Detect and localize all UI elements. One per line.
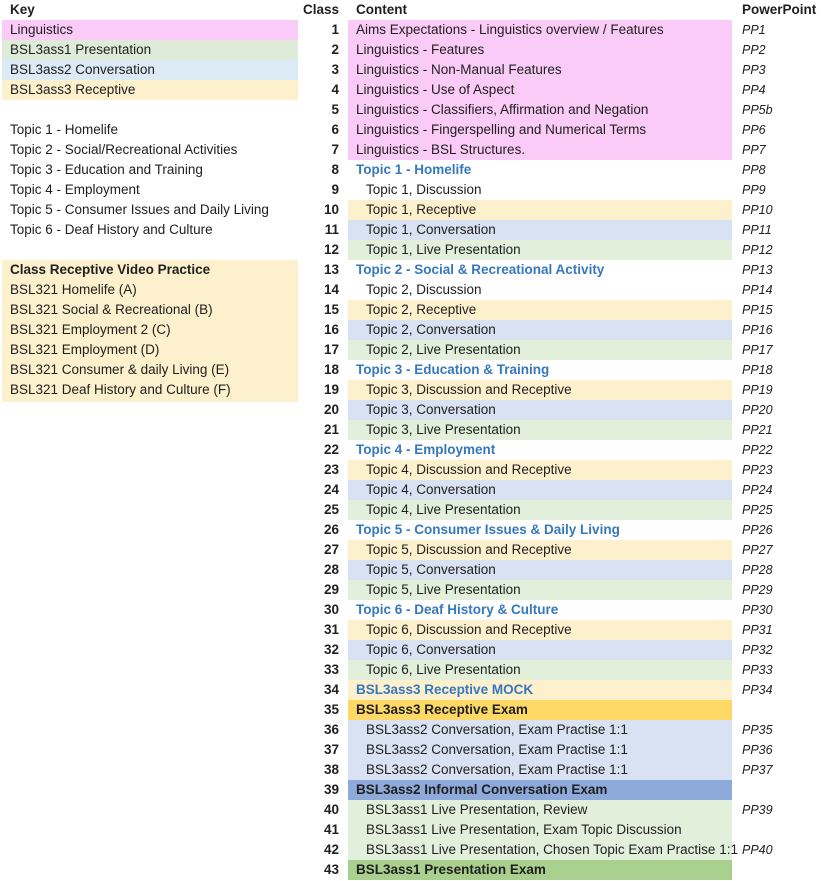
powerpoint-cell[interactable]: PP40 xyxy=(742,843,773,857)
key-item-topic[interactable]: Topic 6 - Deaf History and Culture xyxy=(10,222,213,237)
key-item-practice[interactable]: BSL321 Employment (D) xyxy=(10,342,160,357)
content-cell[interactable]: Topic 6 - Deaf History & Culture xyxy=(356,602,559,617)
content-cell[interactable]: BSL3ass1 Presentation Exam xyxy=(348,860,732,880)
content-cell[interactable]: Topic 6, Discussion and Receptive xyxy=(348,620,732,640)
powerpoint-cell[interactable]: PP10 xyxy=(742,203,773,217)
powerpoint-cell[interactable]: PP5b xyxy=(742,103,773,117)
class-number-cell[interactable]: 36 xyxy=(323,722,339,737)
content-cell[interactable]: BSL3ass3 Receptive Exam xyxy=(348,700,732,720)
powerpoint-cell[interactable]: PP13 xyxy=(742,263,773,277)
class-number-cell[interactable]: 42 xyxy=(323,842,339,857)
content-column-header[interactable]: Content xyxy=(356,2,407,17)
powerpoint-cell[interactable]: PP19 xyxy=(742,383,773,397)
content-cell[interactable]: BSL3ass3 Receptive MOCK xyxy=(348,680,732,700)
class-number-cell[interactable]: 40 xyxy=(323,802,339,817)
content-cell[interactable]: Linguistics - BSL Structures. xyxy=(348,140,732,160)
content-cell[interactable]: Topic 3, Discussion and Receptive xyxy=(348,380,732,400)
class-number-cell[interactable]: 16 xyxy=(323,322,339,337)
content-cell[interactable]: Topic 5 - Consumer Issues & Daily Living xyxy=(356,522,620,537)
class-number-cell[interactable]: 25 xyxy=(323,502,339,517)
content-cell[interactable]: Topic 4, Discussion and Receptive xyxy=(348,460,732,480)
content-cell[interactable]: BSL3ass2 Conversation, Exam Practise 1:1 xyxy=(348,720,732,740)
key-item-assessment[interactable]: BSL3ass2 Conversation xyxy=(2,60,298,80)
powerpoint-cell[interactable]: PP37 xyxy=(742,763,773,777)
powerpoint-cell[interactable]: PP25 xyxy=(742,503,773,517)
powerpoint-cell[interactable]: PP23 xyxy=(742,463,773,477)
class-number-cell[interactable]: 41 xyxy=(323,822,339,837)
powerpoint-cell[interactable]: PP26 xyxy=(742,523,773,537)
class-number-cell[interactable]: 22 xyxy=(323,442,339,457)
key-item-assessment[interactable]: BSL3ass3 Receptive xyxy=(2,80,298,100)
class-number-cell[interactable]: 9 xyxy=(331,182,339,197)
class-number-cell[interactable]: 21 xyxy=(323,422,339,437)
class-number-cell[interactable]: 24 xyxy=(323,482,339,497)
powerpoint-cell[interactable]: PP7 xyxy=(742,143,766,157)
powerpoint-cell[interactable]: PP18 xyxy=(742,363,773,377)
powerpoint-cell[interactable]: PP36 xyxy=(742,743,773,757)
powerpoint-cell[interactable]: PP6 xyxy=(742,123,766,137)
powerpoint-cell[interactable]: PP28 xyxy=(742,563,773,577)
powerpoint-cell[interactable]: PP34 xyxy=(742,683,773,697)
content-cell[interactable]: Topic 2, Receptive xyxy=(348,300,732,320)
content-cell[interactable]: BSL3ass1 Live Presentation, Exam Topic Discussion xyxy=(348,820,732,840)
class-number-cell[interactable]: 11 xyxy=(324,222,339,237)
class-number-cell[interactable]: 31 xyxy=(323,622,339,637)
content-cell[interactable]: BSL3ass2 Conversation, Exam Practise 1:1 xyxy=(348,760,732,780)
powerpoint-cell[interactable]: PP4 xyxy=(742,83,766,97)
content-cell[interactable]: Topic 3, Conversation xyxy=(348,400,732,420)
content-cell[interactable]: Topic 4 - Employment xyxy=(356,442,496,457)
class-number-cell[interactable]: 30 xyxy=(323,602,339,617)
class-number-cell[interactable]: 39 xyxy=(323,782,339,797)
key-item-topic[interactable]: Topic 5 - Consumer Issues and Daily Living xyxy=(10,202,269,217)
class-number-cell[interactable]: 17 xyxy=(323,342,339,357)
powerpoint-cell[interactable]: PP9 xyxy=(742,183,766,197)
class-number-cell[interactable]: 8 xyxy=(331,162,339,177)
powerpoint-cell[interactable]: PP20 xyxy=(742,403,773,417)
powerpoint-cell[interactable]: PP11 xyxy=(742,223,772,237)
class-number-cell[interactable]: 14 xyxy=(323,282,339,297)
powerpoint-cell[interactable]: PP14 xyxy=(742,283,773,297)
content-cell[interactable]: Topic 5, Live Presentation xyxy=(348,580,732,600)
class-number-cell[interactable]: 27 xyxy=(323,542,339,557)
powerpoint-cell[interactable]: PP35 xyxy=(742,723,773,737)
content-cell[interactable]: Linguistics - Fingerspelling and Numerical Terms xyxy=(348,120,732,140)
class-number-cell[interactable]: 10 xyxy=(323,202,339,217)
class-number-cell[interactable]: 29 xyxy=(323,582,339,597)
key-item-topic[interactable]: Topic 1 - Homelife xyxy=(10,122,119,137)
class-number-cell[interactable]: 38 xyxy=(323,762,339,777)
content-cell[interactable]: Topic 3, Live Presentation xyxy=(348,420,732,440)
content-cell[interactable]: Topic 4, Live Presentation xyxy=(348,500,732,520)
powerpoint-cell[interactable]: PP22 xyxy=(742,443,773,457)
content-cell[interactable]: Topic 1, Live Presentation xyxy=(348,240,732,260)
class-number-cell[interactable]: 2 xyxy=(331,42,339,57)
key-item-practice[interactable]: BSL321 Social & Recreational (B) xyxy=(10,302,213,317)
powerpoint-cell[interactable]: PP1 xyxy=(742,23,766,37)
powerpoint-cell[interactable]: PP21 xyxy=(742,423,773,437)
key-item-practice[interactable]: BSL321 Homelife (A) xyxy=(10,282,137,297)
powerpoint-cell[interactable]: PP33 xyxy=(742,663,773,677)
class-number-cell[interactable]: 15 xyxy=(323,302,339,317)
class-number-cell[interactable]: 34 xyxy=(323,682,339,697)
class-number-cell[interactable]: 6 xyxy=(331,122,339,137)
content-cell[interactable]: BSL3ass1 Live Presentation, Chosen Topic Exam Practise 1:1 xyxy=(348,840,732,860)
content-cell[interactable]: Topic 2, Live Presentation xyxy=(348,340,732,360)
class-number-cell[interactable]: 1 xyxy=(331,22,339,37)
class-number-cell[interactable]: 19 xyxy=(323,382,339,397)
content-cell[interactable]: Topic 3 - Education & Training xyxy=(356,362,550,377)
class-number-cell[interactable]: 28 xyxy=(323,562,339,577)
content-cell[interactable]: Topic 1, Receptive xyxy=(348,200,732,220)
class-number-cell[interactable]: 7 xyxy=(331,142,339,157)
class-number-cell[interactable]: 43 xyxy=(323,862,339,877)
key-practice-title[interactable]: Class Receptive Video Practice xyxy=(10,262,211,277)
powerpoint-cell[interactable]: PP32 xyxy=(742,643,773,657)
content-cell[interactable]: Topic 6, Conversation xyxy=(348,640,732,660)
powerpoint-cell[interactable]: PP24 xyxy=(742,483,773,497)
content-cell[interactable]: Topic 6, Live Presentation xyxy=(348,660,732,680)
content-cell[interactable]: Topic 2, Discussion xyxy=(366,282,482,297)
class-number-cell[interactable]: 13 xyxy=(323,262,339,277)
powerpoint-cell[interactable]: PP17 xyxy=(742,343,773,357)
key-column-header[interactable]: Key xyxy=(10,2,35,17)
content-cell[interactable]: Topic 2 - Social & Recreational Activity xyxy=(356,262,605,277)
class-number-cell[interactable]: 20 xyxy=(323,402,339,417)
class-number-cell[interactable]: 3 xyxy=(331,62,339,77)
powerpoint-cell[interactable]: PP16 xyxy=(742,323,773,337)
powerpoint-cell[interactable]: PP30 xyxy=(742,603,773,617)
class-number-cell[interactable]: 35 xyxy=(323,702,339,717)
powerpoint-cell[interactable]: PP31 xyxy=(742,623,773,637)
content-cell[interactable]: Topic 4, Conversation xyxy=(348,480,732,500)
content-cell[interactable]: Linguistics - Classifiers, Affirmation and Negation xyxy=(348,100,732,120)
class-column-header[interactable]: Class xyxy=(302,2,339,17)
class-number-cell[interactable]: 18 xyxy=(323,362,339,377)
content-cell[interactable]: Aims Expectations - Linguistics overview / Features xyxy=(348,20,732,40)
key-item-assessment[interactable]: Linguistics xyxy=(2,20,298,40)
key-item-practice[interactable]: BSL321 Deaf History and Culture (F) xyxy=(10,382,231,397)
powerpoint-cell[interactable]: PP8 xyxy=(742,163,766,177)
powerpoint-cell[interactable]: PP12 xyxy=(742,243,773,257)
key-item-practice[interactable]: BSL321 Consumer & daily Living (E) xyxy=(10,362,230,377)
content-cell[interactable]: Linguistics - Non-Manual Features xyxy=(348,60,732,80)
powerpoint-column-header[interactable]: PowerPoint xyxy=(742,2,817,17)
content-cell[interactable]: BSL3ass1 Live Presentation, Review xyxy=(348,800,732,820)
powerpoint-cell[interactable]: PP27 xyxy=(742,543,773,557)
content-cell[interactable]: Topic 1, Conversation xyxy=(348,220,732,240)
powerpoint-cell[interactable]: PP29 xyxy=(742,583,773,597)
content-cell[interactable]: BSL3ass2 Informal Conversation Exam xyxy=(348,780,732,800)
content-cell[interactable]: Linguistics - Use of Aspect xyxy=(348,80,732,100)
content-cell[interactable]: Topic 1 - Homelife xyxy=(356,162,472,177)
content-cell[interactable]: Topic 2, Conversation xyxy=(348,320,732,340)
key-item-topic[interactable]: Topic 4 - Employment xyxy=(10,182,140,197)
class-number-cell[interactable]: 26 xyxy=(323,522,339,537)
powerpoint-cell[interactable]: PP3 xyxy=(742,63,766,77)
class-number-cell[interactable]: 5 xyxy=(331,102,339,117)
key-item-assessment[interactable]: BSL3ass1 Presentation xyxy=(2,40,298,60)
class-number-cell[interactable]: 23 xyxy=(323,462,339,477)
class-number-cell[interactable]: 33 xyxy=(323,662,339,677)
class-number-cell[interactable]: 32 xyxy=(323,642,339,657)
content-cell[interactable]: Linguistics - Features xyxy=(348,40,732,60)
class-number-cell[interactable]: 37 xyxy=(323,742,339,757)
powerpoint-cell[interactable]: PP39 xyxy=(742,803,773,817)
content-cell[interactable]: Topic 5, Discussion and Receptive xyxy=(348,540,732,560)
content-cell[interactable]: Topic 5, Conversation xyxy=(348,560,732,580)
class-number-cell[interactable]: 4 xyxy=(331,82,339,97)
content-cell[interactable]: Topic 1, Discussion xyxy=(366,182,482,197)
powerpoint-cell[interactable]: PP2 xyxy=(742,43,766,57)
key-item-topic[interactable]: Topic 2 - Social/Recreational Activities xyxy=(10,142,238,157)
class-number-cell[interactable]: 12 xyxy=(323,242,339,257)
key-item-practice[interactable]: BSL321 Employment 2 (C) xyxy=(10,322,171,337)
content-cell[interactable]: BSL3ass2 Conversation, Exam Practise 1:1 xyxy=(348,740,732,760)
powerpoint-cell[interactable]: PP15 xyxy=(742,303,773,317)
key-item-topic[interactable]: Topic 3 - Education and Training xyxy=(10,162,203,177)
